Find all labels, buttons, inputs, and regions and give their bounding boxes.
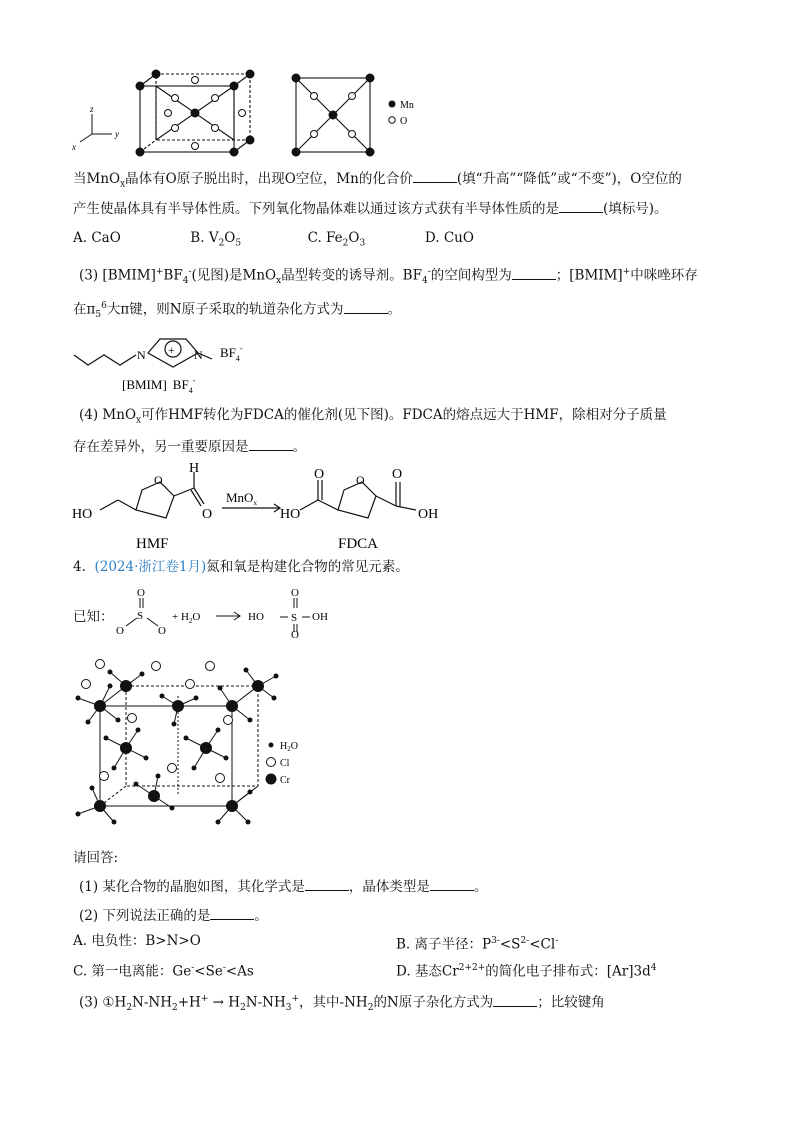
fdca-label: FDCA bbox=[338, 536, 379, 552]
option-2b[interactable]: B. 离子半径：$P^{3-}<S^{2-}<Cl^-$ bbox=[396, 936, 559, 953]
hmf-fdca-reaction bbox=[70, 460, 460, 555]
known-label: 已知： bbox=[73, 609, 114, 625]
option-d[interactable]: D. CuO bbox=[424, 230, 474, 246]
option-b[interactable]: B. $V_2O_5$ bbox=[190, 230, 242, 249]
vacancy-paragraph-line2: 产生使晶体具有半导体性质。下列氧化物晶体难以通过该方式获有半导体性质的是 (填标号)。 bbox=[73, 198, 668, 219]
legend-o-marker bbox=[389, 117, 395, 123]
chromium-complex-cell bbox=[70, 658, 330, 833]
answer-prompt: 请回答: bbox=[73, 850, 119, 866]
legend-mn-marker bbox=[389, 101, 396, 108]
hmf-ring-o: O bbox=[154, 473, 163, 487]
q4-line1: (4) MnO$_x$可作HMF转化为FDCA的催化剂(见下图)。FDCA的熔点远大于HMF，除相对分子质量 bbox=[79, 407, 667, 426]
catalyst-label: MnO$_x$ bbox=[226, 490, 257, 507]
answer-blank[interactable] bbox=[249, 436, 293, 451]
svg-text:S: S bbox=[137, 610, 144, 622]
legend-h2o-marker bbox=[269, 743, 274, 748]
bmim-plus: + bbox=[168, 343, 175, 357]
axis-x-label: x bbox=[72, 142, 76, 152]
legend-cl-marker bbox=[267, 758, 276, 767]
hmf-label: HMF bbox=[136, 536, 169, 552]
svg-text:HO: HO bbox=[248, 611, 264, 623]
svg-text:O: O bbox=[291, 629, 299, 638]
question-4-header: 4. (2024·浙江卷1月)氮和氧是构建化合物的常见元素。 bbox=[73, 559, 409, 575]
bmim-n-right: N bbox=[194, 348, 203, 362]
answer-blank[interactable] bbox=[344, 299, 388, 314]
answer-blank[interactable] bbox=[430, 876, 474, 891]
axis-indicator bbox=[80, 114, 112, 142]
option-a[interactable]: A. CaO bbox=[73, 230, 121, 246]
sub-question-3: (3) $①H_2N-NH_2+H^+ \to H_2N-NH_3^+$，其中$-NH_2$的N原子杂化方式为 ；比较键角 bbox=[79, 989, 605, 1018]
answer-blank[interactable] bbox=[210, 905, 254, 920]
answer-blank[interactable] bbox=[559, 198, 603, 213]
answer-blank[interactable] bbox=[493, 992, 537, 1007]
fdca-o-right: O bbox=[392, 467, 403, 482]
vacancy-paragraph-line1: 当MnO$_x$晶体有O原子脱出时，出现O空位，Mn的化合价 (填“升高”“降低”或“不变”)，O空位的 bbox=[73, 168, 682, 195]
bmim-bf4-structure bbox=[70, 325, 270, 395]
svg-text:O: O bbox=[137, 588, 145, 599]
mnox-crystal-figure bbox=[70, 68, 430, 160]
fdca-o-left: O bbox=[314, 467, 325, 482]
option-2c[interactable]: C. 第一电离能：Ge-<Se-<As bbox=[73, 963, 254, 980]
so3-hydration-equation bbox=[112, 588, 332, 638]
legend-mn-label: Mn bbox=[400, 100, 414, 111]
legend-cl-label: Cl bbox=[280, 758, 290, 769]
svg-text:S: S bbox=[291, 612, 298, 624]
bmim-bf4-right: $BF_4^-$ bbox=[220, 344, 243, 363]
q4-line2: 存在差异外，另一重要原因是 。 bbox=[73, 436, 306, 457]
bmim-caption: [BMIM] $BF_4^-$ bbox=[122, 376, 196, 395]
svg-text:O: O bbox=[291, 588, 299, 599]
legend-cr-label: Cr bbox=[280, 775, 290, 786]
svg-text:+ H2O: + $H_2O$ bbox=[172, 611, 201, 625]
bmim-n-left: N bbox=[137, 348, 146, 362]
q3-line1: (3) $[BMIM]^+BF_4^-$(见图)是MnO$_x$晶型转变的诱导剂。$BF_4^-$的空间构型为 ；[BMIM]+中咪唑环存 bbox=[79, 262, 698, 291]
svg-text:O: O bbox=[158, 625, 166, 637]
fdca-ho: HO bbox=[280, 507, 301, 522]
option-c[interactable]: C. $Fe_2O_3$ bbox=[307, 230, 366, 249]
fdca-oh: OH bbox=[418, 507, 439, 522]
axis-y-label: y bbox=[115, 129, 119, 139]
axis-z-label: z bbox=[90, 104, 94, 114]
answer-blank[interactable] bbox=[512, 265, 556, 280]
options-row-1 bbox=[73, 228, 474, 254]
source-reference: (2024·浙江卷1月) bbox=[94, 559, 207, 575]
q3-line2: 在$\pi_5^6$大π键，则N原子采取的轨道杂化方式为 。 bbox=[73, 296, 401, 325]
perspective-atoms bbox=[136, 70, 254, 156]
sub-question-2: (2) 下列说法正确的是 。 bbox=[79, 905, 268, 926]
legend-o-label: O bbox=[400, 116, 408, 127]
sub-question-1: (1) 某化合物的晶胞如图，其化学式是 ，晶体类型是 。 bbox=[79, 876, 487, 897]
legend-h2o-label: $H_2O$ bbox=[280, 741, 298, 753]
answer-blank[interactable] bbox=[305, 876, 349, 891]
svg-text:O: O bbox=[116, 625, 124, 637]
svg-text:OH: OH bbox=[312, 611, 328, 623]
fdca-ring-o: O bbox=[356, 473, 365, 487]
legend-cr-marker bbox=[266, 774, 277, 785]
option-2a[interactable]: A. 电负性：B>N>O bbox=[73, 933, 201, 949]
hmf-ho: HO bbox=[72, 507, 93, 522]
hmf-h: H bbox=[189, 461, 200, 476]
answer-blank[interactable] bbox=[413, 168, 457, 183]
hmf-aldehyde-o: O bbox=[202, 507, 213, 522]
option-2d[interactable]: D. 基态$Cr^{2+2+}$的简化电子排布式：$[Ar]3d^4$ bbox=[396, 963, 657, 980]
